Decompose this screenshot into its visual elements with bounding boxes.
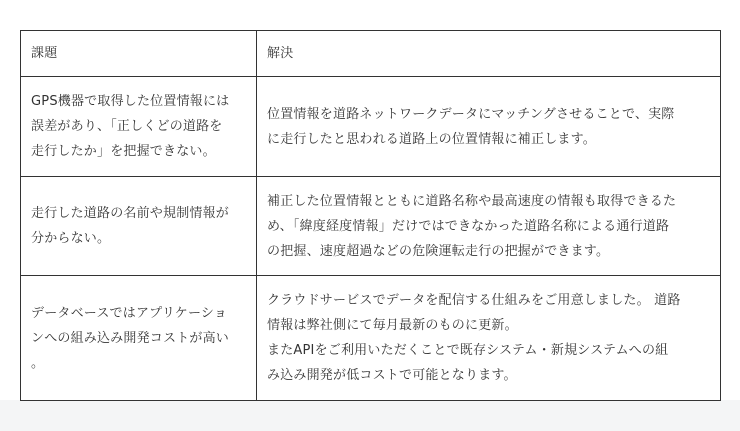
solution-text-line: クラウドサービスでデータを配信する仕組みをご用意しました。 道路: [267, 293, 681, 308]
solution-text-line: 位置情報を道路ネットワークデータにマッチングさせることで、実際: [267, 106, 675, 122]
issue-cell: [21, 276, 257, 401]
table-header-row: [21, 31, 721, 77]
issue-text-line: 。: [31, 355, 45, 371]
solution-text-line: め、「緯度経度情報」だけではできなかった道路名称による通行道路: [267, 218, 670, 234]
solution-cell: [257, 276, 721, 401]
issue-text-line: 分からない。: [31, 231, 111, 246]
solution-cell: [257, 77, 721, 177]
solution-text-line: 補正した位置情報とともに道路名称や最高速度の情報も取得できるた: [267, 193, 677, 209]
header-solution: 解決: [257, 31, 721, 77]
table-row: [21, 77, 721, 177]
issue-text-line: 走行した道路の名前や規制情報が: [31, 206, 230, 221]
issue-cell: [21, 77, 257, 177]
solution-text-line: 情報は弊社側にて毎月最新のものに更新。: [267, 318, 518, 333]
solution-text-line: み込み開発が低コストで可能となります。: [267, 368, 517, 383]
issue-text-line: GPS機器で取得した位置情報には: [31, 94, 230, 109]
solution-text-line: またAPIをご利用いただくことで既存システム・新規システムへの組: [267, 343, 669, 358]
issue-text-line: 走行したか」を把握できない。: [31, 144, 216, 159]
table-row: [21, 276, 721, 401]
solution-text-line: に走行したと思われる道路上の位置情報に補正します。: [267, 131, 596, 147]
solution-cell: [257, 177, 721, 276]
header-issue: 課題: [21, 31, 257, 77]
table-row: [21, 177, 721, 276]
issue-text-line: ンへの組み込み開発コストが高い: [31, 330, 230, 346]
issue-text-line: 誤差があり、「正しくどの道路を: [31, 119, 223, 134]
issue-text-line: データベースではアプリケーショ: [31, 305, 228, 321]
issue-cell: [21, 177, 257, 276]
issue-solution-table: [20, 30, 721, 401]
solution-text-line: の把握、速度超過などの危険運転走行の把握ができます。: [267, 243, 610, 259]
